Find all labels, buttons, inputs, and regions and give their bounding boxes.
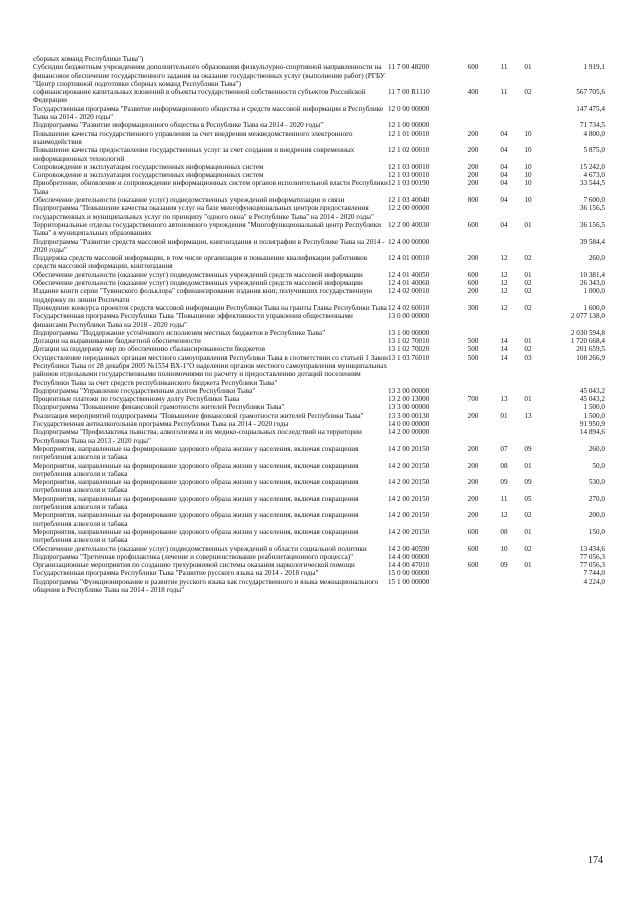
row-name-cell: Приобретение, обновление и сопровождение информационных систем органов исполнительной власти Республики Тыва xyxy=(33,179,388,196)
subsection-cell: 01 xyxy=(524,461,532,470)
amount-cell: 1 919,1 xyxy=(583,63,605,72)
subsection-cell: 10 xyxy=(524,129,532,138)
amount-cell: 45 043,2 xyxy=(579,395,605,404)
section-cell: 07 xyxy=(500,444,508,453)
subsection-cell xyxy=(516,329,540,337)
row-name-cell: Мероприятия, направленные на формирование здорового образа жизни у населения, включая сокращения потребления алкоголя и табака xyxy=(33,444,359,462)
section-cell: 14 xyxy=(500,353,508,362)
amount-cell: 7 744,0 xyxy=(583,569,605,578)
row-name-cell: Обеспечение деятельности (оказание услуг) подведомственных учреждений средств массовой информации xyxy=(33,279,363,288)
table-row xyxy=(33,146,605,163)
table-row xyxy=(33,329,605,337)
target-code-cell xyxy=(388,55,454,63)
target-code-cell: 15 1 00 00000 xyxy=(388,577,430,586)
subsection-cell xyxy=(516,55,540,63)
amount-cell: 1 600,0 xyxy=(583,303,605,312)
target-code-cell: 12 2 00 40030 xyxy=(388,220,430,229)
expense-type-cell xyxy=(454,121,492,129)
expense-type-cell: 200 xyxy=(467,494,479,503)
target-code-cell: 14 2 00 20150 xyxy=(388,527,430,536)
section-cell: 12 xyxy=(500,279,508,288)
expense-type-cell: 200 xyxy=(467,146,479,155)
table-row xyxy=(33,337,605,345)
target-code-cell: 14 0 00 00000 xyxy=(388,420,430,429)
expense-type-cell: 200 xyxy=(467,179,479,188)
table-row xyxy=(33,412,605,420)
amount-cell: 1 720 668,4 xyxy=(570,337,605,346)
section-cell xyxy=(492,329,516,337)
target-code-cell: 12 1 03 00010 xyxy=(388,171,430,180)
table-row xyxy=(33,254,605,271)
target-code-cell: 12 1 03 40040 xyxy=(388,196,430,205)
amount-cell: 530,0 xyxy=(588,478,605,487)
expense-type-cell: 200 xyxy=(467,461,479,470)
section-cell xyxy=(492,55,516,63)
section-cell xyxy=(492,569,516,577)
section-cell: 04 xyxy=(500,179,508,188)
target-code-cell: 12 0 00 00000 xyxy=(388,104,430,113)
expense-type-cell: 400 xyxy=(467,88,479,97)
section-cell xyxy=(492,238,516,255)
row-name-cell: Подпрограмма "Развитие информационного общества в Республике Тыва на 2014 - 2020 годы" xyxy=(33,121,324,130)
subsection-cell xyxy=(516,387,540,395)
expense-type-cell: 600 xyxy=(467,270,479,279)
expense-type-cell: 600 xyxy=(467,279,479,288)
expense-type-cell: 500 xyxy=(467,353,479,362)
section-cell xyxy=(492,420,516,428)
section-cell: 04 xyxy=(500,129,508,138)
target-code-cell: 14 2 00 40590 xyxy=(388,544,430,553)
amount-cell: 1 500,0 xyxy=(583,411,605,420)
expense-type-cell: 200 xyxy=(467,162,479,171)
subsection-cell xyxy=(516,553,540,561)
row-name-cell: Сопровождение и эксплуатация государственных информационных систем xyxy=(33,171,264,180)
budget-table xyxy=(33,55,605,594)
expense-type-cell: 200 xyxy=(467,171,479,180)
target-code-cell: 13 2 00 13000 xyxy=(388,395,430,404)
row-name-cell: Субсидии бюджетным учреждениям дополнительного образования физкультурно-спортивной направленности на финансовое обеспечение государственного задания на оказание государственных услуг (выполнение работ) (РГБУ "Центр спортивной подготовки сборных команд Республики Тыва") xyxy=(33,63,385,88)
section-cell: 09 xyxy=(500,478,508,487)
table-row xyxy=(33,354,605,387)
target-code-cell: 13 0 00 00000 xyxy=(388,312,430,321)
amount-cell: 36 156,5 xyxy=(579,220,605,229)
section-cell: 11 xyxy=(500,88,508,97)
subsection-cell: 03 xyxy=(524,353,532,362)
subsection-cell xyxy=(516,420,540,428)
subsection-cell: 02 xyxy=(524,254,532,263)
expense-type-cell xyxy=(454,569,492,577)
expense-type-cell: 600 xyxy=(467,544,479,553)
subsection-cell: 02 xyxy=(524,345,532,354)
row-name-cell: Дотации на поддержку мер по обеспечению сбалансированности бюджетов xyxy=(33,345,266,354)
section-cell: 08 xyxy=(500,527,508,536)
amount-cell: 1 500,0 xyxy=(583,403,605,412)
subsection-cell xyxy=(516,312,540,329)
subsection-cell: 02 xyxy=(524,544,532,553)
target-code-cell: 12 4 00 00000 xyxy=(388,237,430,246)
amount-cell: 200,0 xyxy=(588,511,605,520)
target-code-cell: 12 4 01 00010 xyxy=(388,254,430,263)
subsection-cell xyxy=(516,578,540,595)
section-cell: 11 xyxy=(500,494,508,503)
subsection-cell: 09 xyxy=(524,478,532,487)
subsection-cell: 09 xyxy=(524,444,532,453)
row-name-cell: Мероприятия, направленные на формирование здорового образа жизни у населения, включая сокращения потребления алкоголя и табака xyxy=(33,461,359,478)
row-name-cell: Повышение качества государственного управления за счет внедрения межведомственного электронного взаимодействия xyxy=(33,129,353,146)
subsection-cell: 02 xyxy=(524,303,532,312)
row-name-cell: Подпрограмма "Повышение финансовой грамотности жителей Республики Тыва" xyxy=(33,403,285,412)
table-row xyxy=(33,495,605,512)
section-cell: 14 xyxy=(500,345,508,354)
table-row xyxy=(33,553,605,561)
subsection-cell: 02 xyxy=(524,279,532,288)
target-code-cell: 13 2 00 00000 xyxy=(388,386,430,395)
target-code-cell: 14 2 00 20150 xyxy=(388,494,430,503)
subsection-cell xyxy=(516,428,540,445)
amount-cell: 1 000,0 xyxy=(583,287,605,296)
table-row xyxy=(33,545,605,553)
amount-cell: 2 077 138,0 xyxy=(570,312,605,321)
row-name-cell: Повышение качества предоставления государственных услуг за счет создания и внедрения современных информационных технологий xyxy=(33,146,355,163)
table-row xyxy=(33,428,605,445)
table-row xyxy=(33,478,605,495)
row-name-cell: Обеспечение деятельности (оказание услуг) подведомственных учреждений информатизации и связи xyxy=(33,196,345,205)
table-row xyxy=(33,204,605,221)
amount-cell: 14 894,6 xyxy=(579,428,605,437)
amount-cell: 91 950,9 xyxy=(579,420,605,429)
expense-type-cell: 200 xyxy=(467,287,479,296)
table-row xyxy=(33,196,605,204)
expense-type-cell xyxy=(454,420,492,428)
section-cell: 04 xyxy=(500,171,508,180)
expense-type-cell: 500 xyxy=(467,345,479,354)
expense-type-cell: 200 xyxy=(467,254,479,263)
amount-cell: 15 242,0 xyxy=(579,162,605,171)
table-row xyxy=(33,271,605,279)
section-cell xyxy=(492,105,516,122)
target-code-cell: 15 0 00 00000 xyxy=(388,569,430,578)
table-row xyxy=(33,462,605,479)
table-row xyxy=(33,179,605,196)
row-name-cell: Сопровождение и эксплуатация государственных информационных систем xyxy=(33,162,264,171)
amount-cell: 5 875,0 xyxy=(583,146,605,155)
subsection-cell: 10 xyxy=(524,146,532,155)
expense-type-cell: 200 xyxy=(467,444,479,453)
row-name-cell: Обеспечение деятельности (оказание услуг) подведомственных учреждений в области социальной политики xyxy=(33,544,367,553)
amount-cell xyxy=(540,55,605,63)
expense-type-cell xyxy=(454,553,492,561)
target-code-cell: 11 7 00 48200 xyxy=(388,63,430,72)
subsection-cell: 01 xyxy=(524,395,532,404)
subsection-cell: 02 xyxy=(524,511,532,520)
table-row xyxy=(33,445,605,462)
page-number: 174 xyxy=(588,855,603,866)
row-name-cell: Процентные платежи по государственному долгу Республики Тыва xyxy=(33,395,240,404)
target-code-cell: 13 1 00 00000 xyxy=(388,328,430,337)
amount-cell: 4 800,0 xyxy=(583,129,605,138)
amount-cell: 260,0 xyxy=(588,254,605,263)
amount-cell: 2 030 594,8 xyxy=(570,328,605,337)
section-cell: 13 xyxy=(500,395,508,404)
row-name-cell: Подпрограмма "Управление государственным долгом Республики Тыва" xyxy=(33,386,256,395)
subsection-cell xyxy=(516,105,540,122)
table-row xyxy=(33,528,605,545)
table-row xyxy=(33,387,605,395)
amount-cell: 77 056,3 xyxy=(579,552,605,561)
target-code-cell: 12 4 01 40050 xyxy=(388,270,430,279)
row-name-cell: Проведение конкурса проектов средств массовой информации Республики Тыва на гранты Главы Республики Тыва xyxy=(33,303,387,312)
row-name-cell: Мероприятия, направленные на формирование здорового образа жизни у населения, включая сокращения потребления алкоголя и табака xyxy=(33,494,359,512)
section-cell: 04 xyxy=(500,146,508,155)
subsection-cell xyxy=(516,403,540,411)
section-cell: 12 xyxy=(500,287,508,296)
subsection-cell: 01 xyxy=(524,63,532,72)
row-name-cell: сборных команд Республики Тыва") xyxy=(33,55,144,63)
table-row xyxy=(33,420,605,428)
table-row xyxy=(33,55,605,63)
subsection-cell: 01 xyxy=(524,220,532,229)
table-row xyxy=(33,163,605,171)
amount-cell: 39 584,4 xyxy=(579,237,605,246)
target-code-cell: 12 4 02 00010 xyxy=(388,287,430,296)
budget-table-body xyxy=(33,55,605,594)
table-row xyxy=(33,279,605,287)
expense-type-cell xyxy=(454,105,492,122)
amount-cell: 77 056,3 xyxy=(579,561,605,570)
subsection-cell: 10 xyxy=(524,196,532,205)
subsection-cell xyxy=(516,238,540,255)
table-row xyxy=(33,238,605,255)
amount-cell: 36 156,5 xyxy=(579,204,605,213)
target-code-cell: 14 2 00 20150 xyxy=(388,511,430,520)
expense-type-cell: 600 xyxy=(467,527,479,536)
section-cell xyxy=(492,312,516,329)
section-cell: 04 xyxy=(500,220,508,229)
target-code-cell: 13 1 02 70010 xyxy=(388,337,430,346)
section-cell xyxy=(492,204,516,221)
expense-type-cell: 500 xyxy=(467,337,479,346)
section-cell xyxy=(492,387,516,395)
target-code-cell: 13 1 02 70020 xyxy=(388,345,430,354)
amount-cell: 201 659,5 xyxy=(576,345,605,354)
target-code-cell: 14 4 00 00000 xyxy=(388,552,430,561)
target-code-cell: 12 1 03 00010 xyxy=(388,162,430,171)
target-code-cell: 12 4 02 60010 xyxy=(388,303,430,312)
subsection-cell xyxy=(516,121,540,129)
expense-type-cell: 600 xyxy=(467,63,479,72)
expense-type-cell: 800 xyxy=(467,196,479,205)
target-code-cell: 12 1 02 00010 xyxy=(388,146,430,155)
expense-type-cell xyxy=(454,387,492,395)
target-code-cell: 13 3 00 00130 xyxy=(388,411,430,420)
amount-cell: 150,0 xyxy=(588,527,605,536)
section-cell xyxy=(492,553,516,561)
target-code-cell: 14 2 00 00000 xyxy=(388,428,430,437)
expense-type-cell xyxy=(454,329,492,337)
subsection-cell: 01 xyxy=(524,561,532,570)
table-row xyxy=(33,304,605,312)
subsection-cell: 05 xyxy=(524,494,532,503)
amount-cell: 4 224,0 xyxy=(583,577,605,586)
expense-type-cell: 600 xyxy=(467,561,479,570)
table-row xyxy=(33,221,605,238)
section-cell: 01 xyxy=(500,411,508,420)
target-code-cell: 12 1 03 00190 xyxy=(388,179,430,188)
section-cell: 12 xyxy=(500,303,508,312)
table-row xyxy=(33,105,605,122)
target-code-cell: 13 1 03 76010 xyxy=(388,353,430,362)
expense-type-cell xyxy=(454,55,492,63)
subsection-cell: 10 xyxy=(524,179,532,188)
row-name-cell: Дотации на выравнивание бюджетной обеспеченности xyxy=(33,337,201,346)
section-cell xyxy=(492,121,516,129)
expense-type-cell: 600 xyxy=(467,220,479,229)
table-row xyxy=(33,345,605,353)
target-code-cell: 14 2 00 20150 xyxy=(388,444,430,453)
section-cell xyxy=(492,428,516,445)
table-row xyxy=(33,395,605,403)
table-row xyxy=(33,130,605,147)
amount-cell: 4 673,0 xyxy=(583,171,605,180)
table-row xyxy=(33,569,605,577)
expense-type-cell xyxy=(454,312,492,329)
subsection-cell: 13 xyxy=(524,411,532,420)
subsection-cell xyxy=(516,569,540,577)
target-code-cell: 12 2 00 00000 xyxy=(388,204,430,213)
table-row xyxy=(33,121,605,129)
target-code-cell: 14 2 00 20150 xyxy=(388,461,430,470)
amount-cell: 147 475,4 xyxy=(576,104,605,113)
section-cell: 10 xyxy=(500,544,508,553)
expense-type-cell: 200 xyxy=(467,478,479,487)
amount-cell: 26 343,0 xyxy=(579,279,605,288)
expense-type-cell xyxy=(454,578,492,595)
expense-type-cell: 200 xyxy=(467,411,479,420)
amount-cell: 50,0 xyxy=(592,461,605,470)
row-name-cell: Подпрограмма "Повышение качества оказания услуг на базе многофункциональных центров предоставления государственных и муниципальных услуг по принципу "одного окна" в Республике Тыва" на 2014 - 2020 годы" xyxy=(33,204,374,221)
section-cell: 11 xyxy=(500,63,508,72)
row-name-cell: Издание книги серии "Тувинского фольклора" софинансирование издания книг, получивших государственную поддержку по линии Роспечати xyxy=(33,287,373,304)
amount-cell: 10 381,4 xyxy=(579,270,605,279)
amount-cell: 270,0 xyxy=(588,494,605,503)
row-name-cell: Государственная антиалкогольная программа Республики Тыва на 2014 - 2020 годы xyxy=(33,420,289,429)
subsection-cell: 01 xyxy=(524,527,532,536)
target-code-cell: 13 3 00 00000 xyxy=(388,403,430,412)
row-name-cell: Мероприятия, направленные на формирование здорового образа жизни у населения, включая сокращения потребления алкоголя и табака xyxy=(33,527,359,545)
row-name-cell: Подпрограмма "Профилактика пьянства, алкоголизма и их медико-социальных последствий на территории Республики Тыва на 2013 - 2020 годы" xyxy=(33,428,362,445)
subsection-cell: 01 xyxy=(524,337,532,346)
expense-type-cell: 300 xyxy=(467,303,479,312)
expense-type-cell: 200 xyxy=(467,511,479,520)
table-row xyxy=(33,312,605,329)
amount-cell: 7 600,0 xyxy=(583,196,605,205)
subsection-cell: 10 xyxy=(524,171,532,180)
table-row xyxy=(33,171,605,179)
subsection-cell: 02 xyxy=(524,88,532,97)
section-cell: 12 xyxy=(500,270,508,279)
row-name-cell: Государственная программа "Развитие информационного общества и средств массовой информации в Республике Тыва на 2014 - 2020 годы" xyxy=(33,104,384,122)
table-row xyxy=(33,511,605,528)
table-row xyxy=(33,561,605,569)
row-name-cell: Обеспечение деятельности (оказание услуг) подведомственных учреждений средств массовой информации xyxy=(33,270,363,279)
row-name-cell: Мероприятия, направленные на формирование здорового образа жизни у населения, включая сокращения потребления алкоголя и табака xyxy=(33,478,359,495)
row-name-cell: Подпрограмма "Функционирование и развитие русского языка как государственного и языка межнационального общения в Республике Тыва на 2014 - 2018 годы" xyxy=(33,577,379,594)
table-row xyxy=(33,287,605,304)
target-code-cell: 14 2 00 20150 xyxy=(388,478,430,487)
amount-cell: 108 266,9 xyxy=(576,353,605,362)
subsection-cell: 02 xyxy=(524,287,532,296)
row-name-cell: Государственная программа Республики Тыва "Развитие русского языка на 2014 - 2018 годы" xyxy=(33,569,319,578)
section-cell: 04 xyxy=(500,196,508,205)
table-row xyxy=(33,578,605,595)
row-name-cell: Подпрограмма "Развитие средств массовой информации, книгоиздания и полиграфии в Республике Тыва на 2014 - 2020 годы" xyxy=(33,237,385,254)
target-code-cell: 12 4 01 40060 xyxy=(388,279,430,288)
row-name-cell: Организационные мероприятия по созданию трехуровневой системы оказания наркологической помощи xyxy=(33,561,355,570)
expense-type-cell xyxy=(454,403,492,411)
amount-cell: 33 544,5 xyxy=(579,179,605,188)
subsection-cell xyxy=(516,204,540,221)
amount-cell: 45 043,2 xyxy=(579,386,605,395)
section-cell xyxy=(492,403,516,411)
amount-cell: 260,0 xyxy=(588,444,605,453)
target-code-cell: 12 1 00 00000 xyxy=(388,121,430,130)
row-name-cell: софинансирование капитальных вложений в объекты государственной собственности субъектов Российской Федерации xyxy=(33,88,366,105)
row-name-cell: Осуществление переданных органам местного самоуправления Республики Тыва в соответствии со статьей 1 Закон Республики Тыва от 28 декабря 2005 №1554 ВХ-1"О наделении органов местного самоуправления муниципальных районов отдельными государственными полномочиями по расчету и предоставлению дотаций поселениям Республики Тыва за счет средств республиканского бюджета Республики Тыва" xyxy=(33,353,388,387)
target-code-cell: 12 1 01 00010 xyxy=(388,129,430,138)
row-name-cell: Государственная программа Республики Тыва "Повышение эффективности управления общественными финансами Республики Тыва на 2018 - 2020 годы" xyxy=(33,312,353,329)
row-name-cell: Подпрограмма "Поддержание устойчивого исполнения местных бюджетов в Республике Тыва" xyxy=(33,328,326,337)
row-name-cell: Подпрограмма "Третичная профилактика (лечение и совершенствование реабилитационного процесса)" xyxy=(33,552,354,561)
section-cell: 08 xyxy=(500,461,508,470)
row-name-cell: Реализация мероприятий подпрограммы "Повышение финансовой грамотности жителей Республики Тыва" xyxy=(33,411,364,420)
amount-cell: 567 705,6 xyxy=(576,88,605,97)
expense-type-cell xyxy=(454,238,492,255)
table-row xyxy=(33,403,605,411)
target-code-cell: 14 4 00 47010 xyxy=(388,561,430,570)
table-row xyxy=(33,88,605,105)
section-cell: 14 xyxy=(500,337,508,346)
table-row xyxy=(33,63,605,88)
expense-type-cell: 700 xyxy=(467,395,479,404)
section-cell: 12 xyxy=(500,511,508,520)
subsection-cell: 01 xyxy=(524,270,532,279)
amount-cell: 13 434,6 xyxy=(579,544,605,553)
section-cell xyxy=(492,578,516,595)
row-name-cell: Поддержка средств массовой информации, в том числе организация и повышение квалификации работников средств массовой информации, книгоиздания xyxy=(33,254,368,271)
section-cell: 09 xyxy=(500,561,508,570)
amount-cell: 71 734,5 xyxy=(579,121,605,130)
expense-type-cell: 200 xyxy=(467,129,479,138)
subsection-cell: 10 xyxy=(524,162,532,171)
expense-type-cell xyxy=(454,428,492,445)
row-name-cell: Территориальные отделы государственного автономного учреждения "Многофункциональный центр Республики Тыва" в муниципальных образованиях xyxy=(33,220,382,238)
section-cell: 12 xyxy=(500,254,508,263)
row-name-cell: Мероприятия, направленные на формирование здорового образа жизни у населения, включая сокращения потребления алкоголя и табака xyxy=(33,511,359,528)
section-cell: 04 xyxy=(500,162,508,171)
expense-type-cell xyxy=(454,204,492,221)
target-code-cell: 11 7 00 R1110 xyxy=(388,88,430,97)
